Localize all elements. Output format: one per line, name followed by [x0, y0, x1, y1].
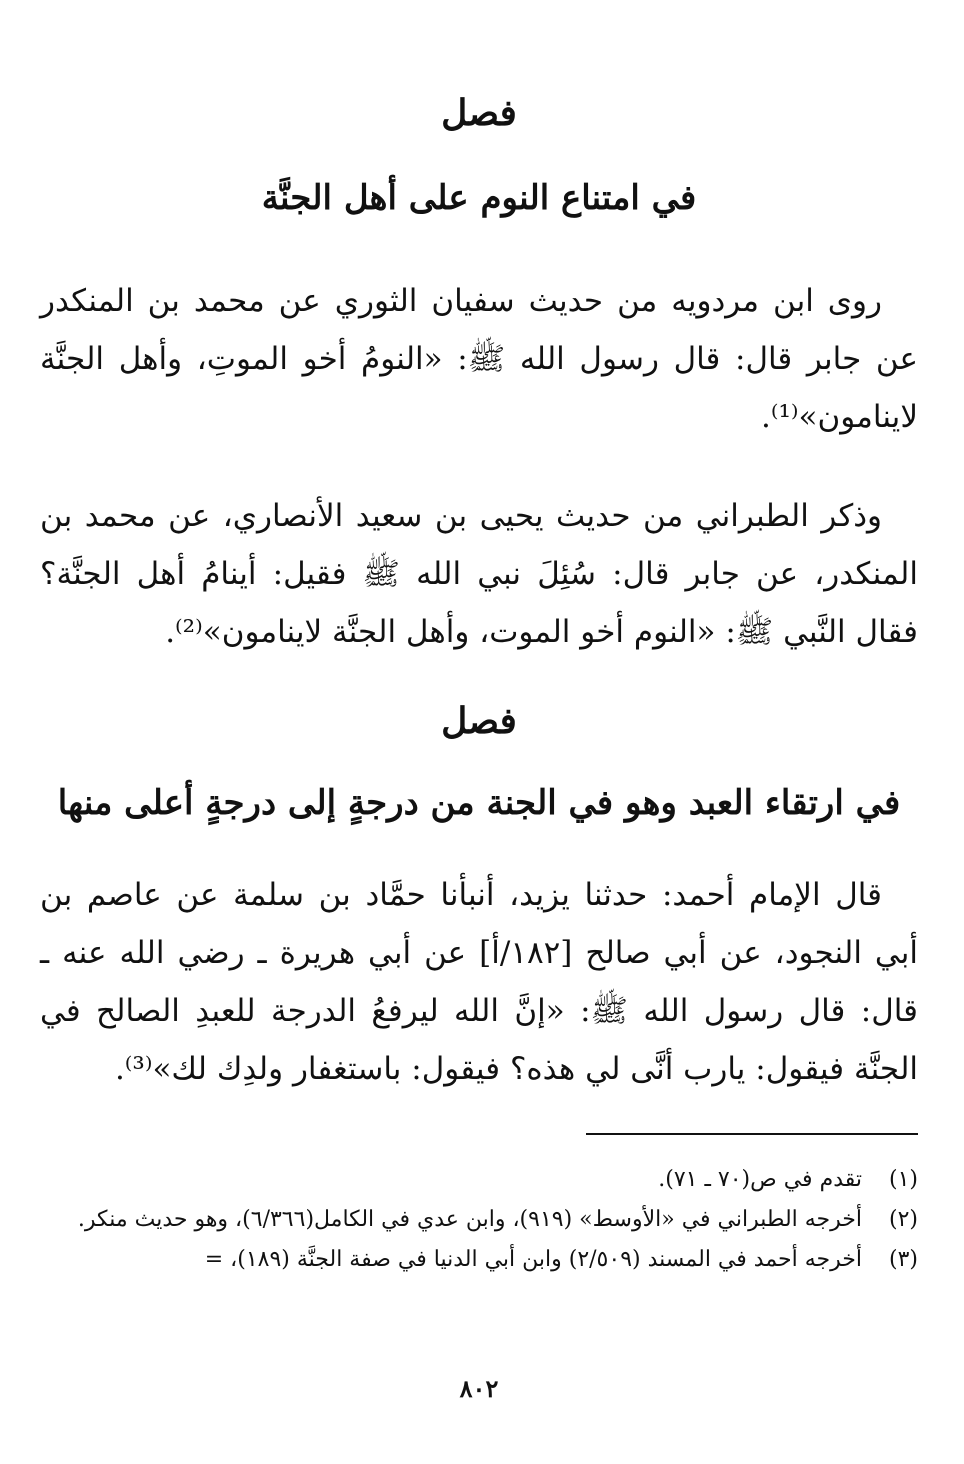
footnote-separator — [586, 1133, 918, 1135]
paragraph-text: روى ابن مردويه من حديث سفيان الثوري عن محمد بن المنكدر عن جابر قال: قال رسول الله ﷺ: «النومُ أخو الموتِ، وأهل الجنَّة لاينامون»⁽¹⁾. — [40, 283, 918, 435]
paragraph-sleep-hadith-1 — [40, 272, 918, 446]
footnote-number: (١) — [888, 1167, 918, 1192]
section-heading: فصل — [441, 700, 517, 742]
paragraph-text: وذكر الطبراني من حديث يحيى بن سعيد الأنصاري، عن محمد بن المنكدر، عن جابر قال: سُئِلَ نبي الله ﷺ فقيل: أينامُ أهل الجنَّة؟ فقال النَّبي ﷺ: «النوم أخو الموت، وأهل الجنَّة لاينامون»⁽²⁾. — [40, 498, 918, 650]
page-number: ٨٠٢ — [459, 1374, 499, 1403]
paragraph-rank-hadith — [40, 866, 918, 1098]
footnote-text: أخرجه أحمد في المسند (٢/٥٠٩) وابن أبي الدنيا في صفة الجنَّة (١٨٩)، = — [204, 1247, 862, 1272]
footnote-text: أخرجه الطبراني في «الأوسط» (٩١٩)، وابن عدي في الكامل(٦/٣٦٦)، وهو حديث منكر. — [77, 1207, 862, 1232]
footnote-item — [40, 1200, 918, 1240]
footnote-item — [40, 1240, 918, 1280]
book-page — [40, 0, 918, 1464]
section-title: في ارتقاء العبد وهو في الجنة من درجةٍ إلى درجةٍ أعلى منها — [57, 783, 901, 823]
paragraph-sleep-hadith-2 — [40, 487, 918, 661]
footnote-text: تقدم في ص(٧٠ ـ ٧١). — [658, 1167, 862, 1192]
footnote-number: (٣) — [888, 1247, 918, 1272]
paragraph-text: قال الإمام أحمد: حدثنا يزيد، أنبأنا حمَّاد بن سلمة عن عاصم بن أبي النجود، عن أبي صالح [١٨٢/أ] عن أبي هريرة ـ رضي الله عنه ـ قال: قال رسول الله ﷺ: «إنَّ الله ليرفعُ الدرجة للعبدِ الصالح في الجنَّة فيقول: يارب أنَّى لي هذه؟ فيقول: باستغفار ولدِك لك»⁽³⁾. — [40, 877, 918, 1087]
footnote-item — [40, 1160, 918, 1200]
section-heading: فصل — [441, 92, 517, 134]
footnotes — [40, 1160, 918, 1280]
footnote-number: (٢) — [888, 1207, 918, 1232]
section-title: في امتناع النوم على أهل الجنَّة — [261, 178, 697, 218]
